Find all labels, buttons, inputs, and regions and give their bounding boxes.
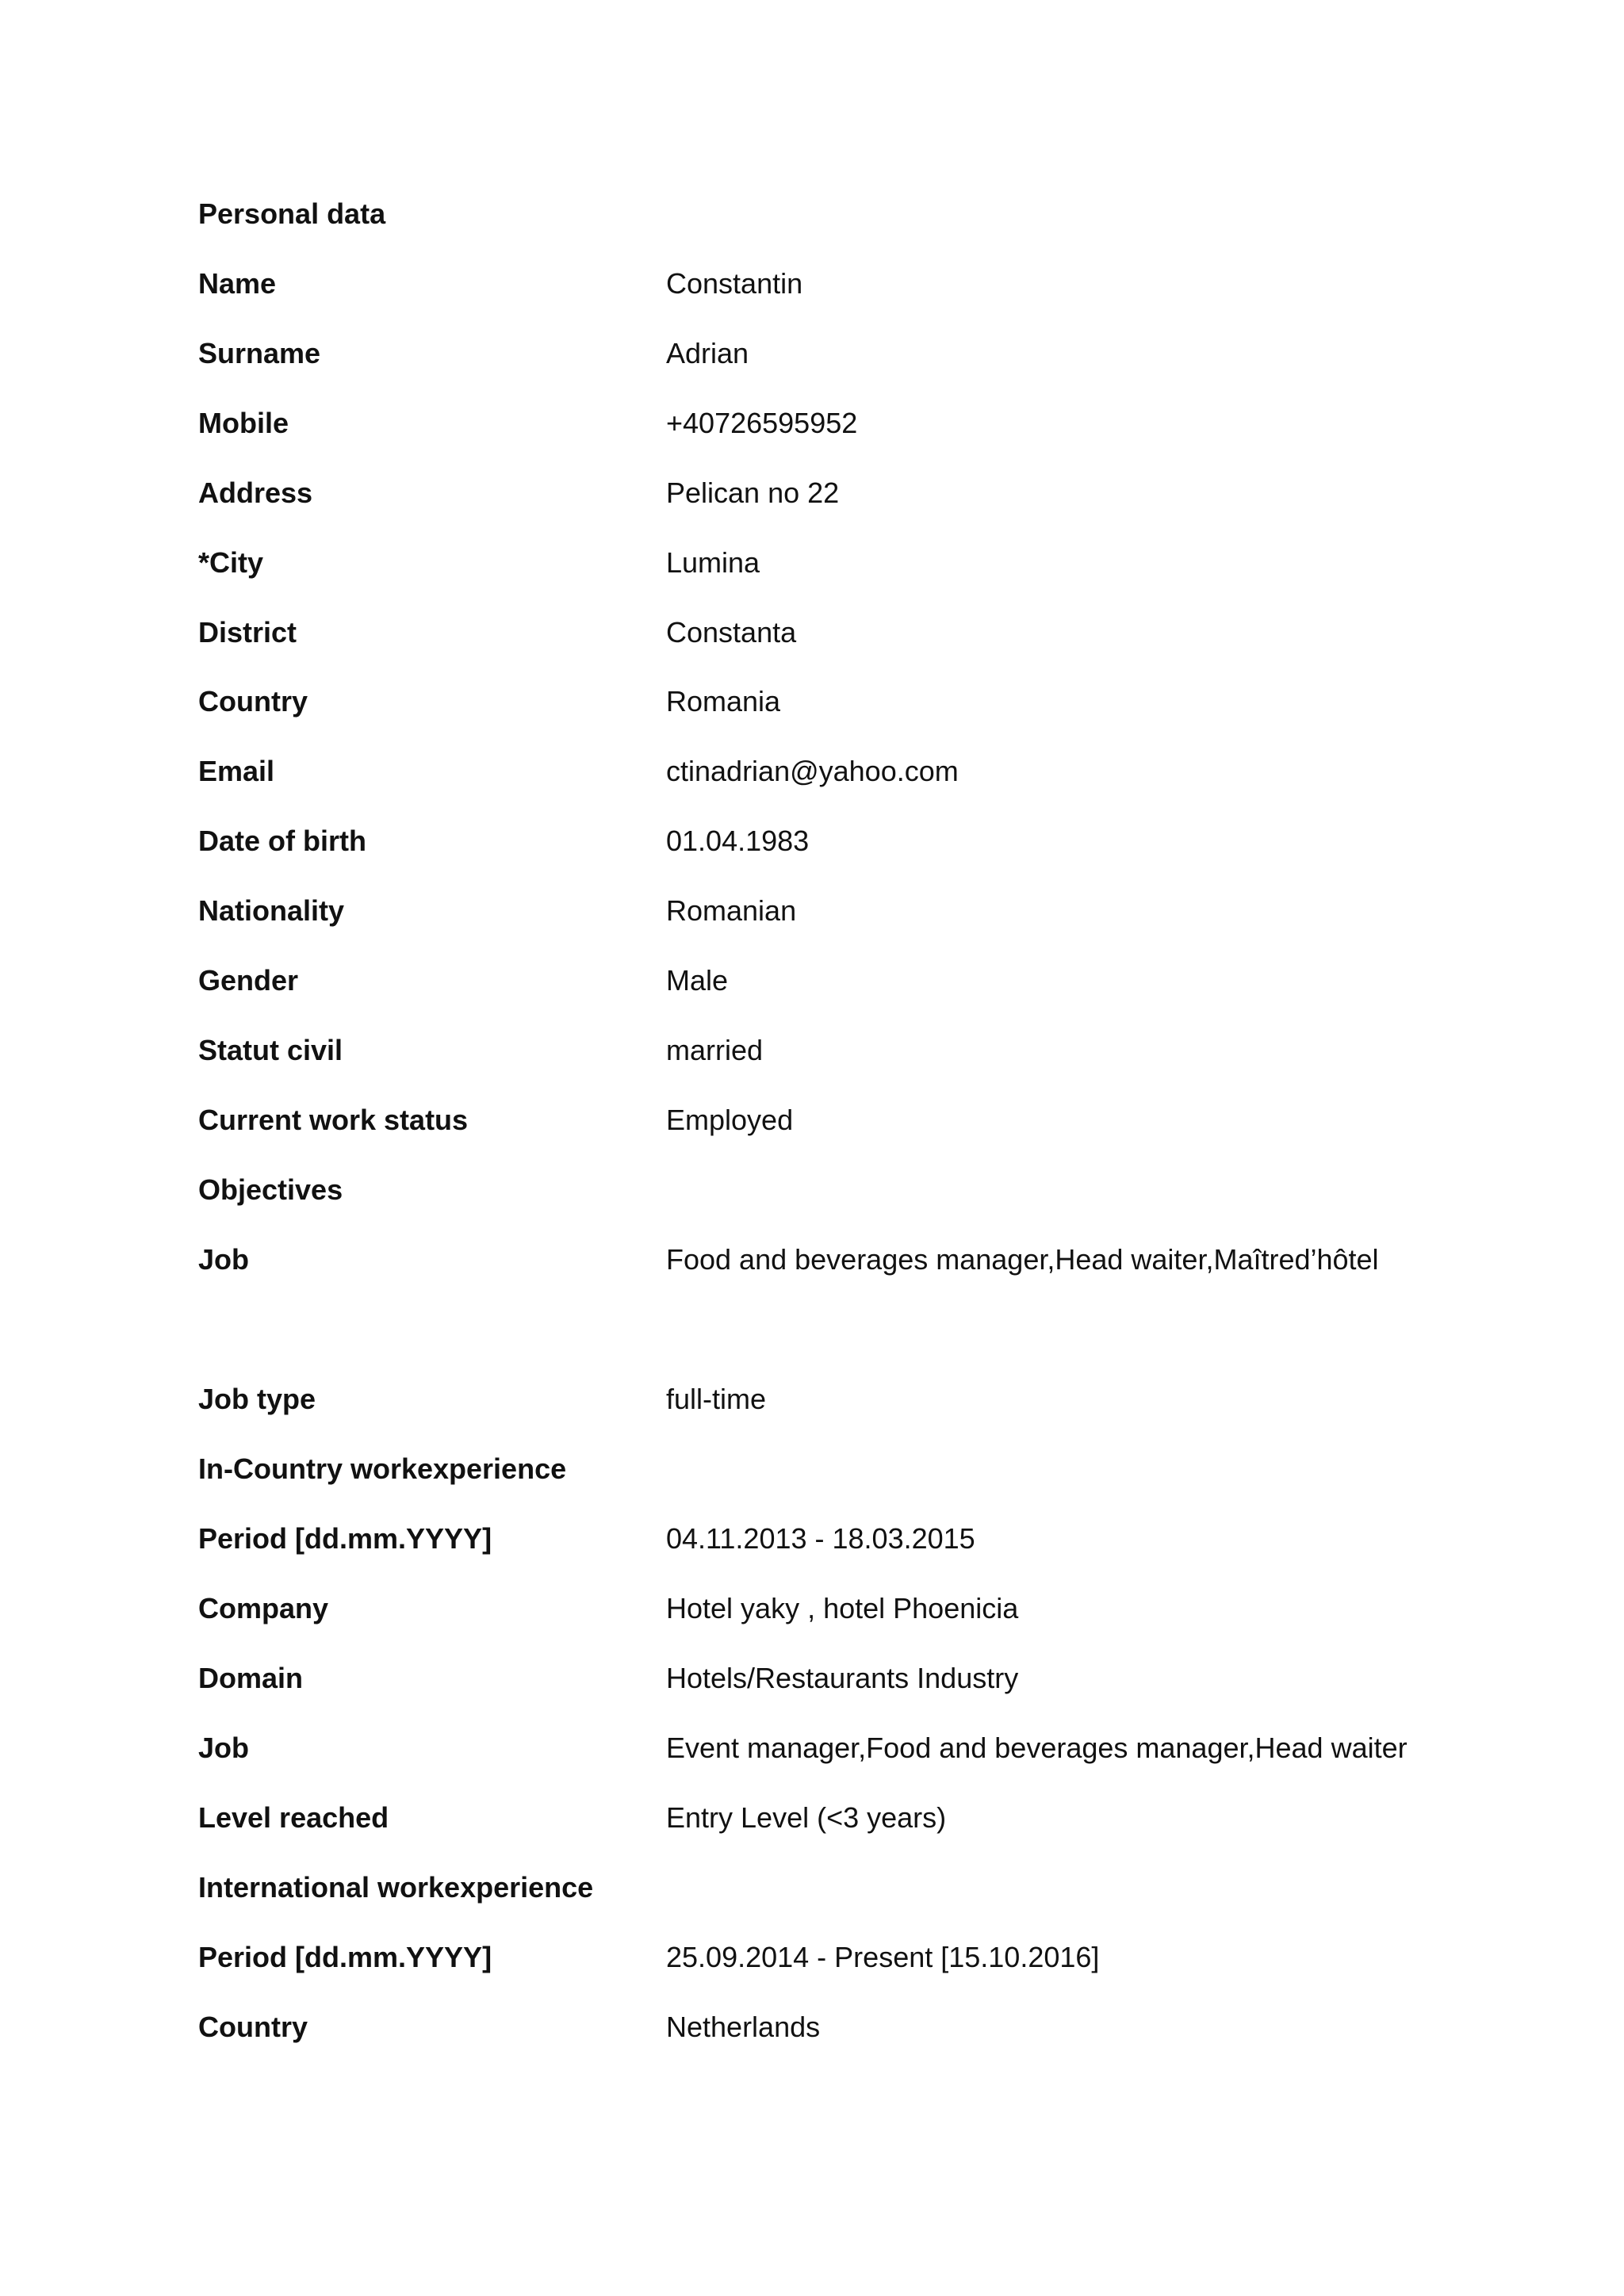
field-row-email — [198, 754, 1546, 802]
field-row-period-international — [198, 1940, 1546, 1988]
section-label: Personal data — [198, 197, 386, 230]
field-row-job-type — [198, 1382, 1546, 1429]
field-row-surname — [198, 336, 1546, 384]
field-value: Romanian — [666, 894, 797, 927]
field-value: Constanta — [666, 616, 797, 649]
field-value: married — [666, 1034, 764, 1066]
section-heading-international-work-experience — [198, 1870, 1546, 1918]
field-label: District — [198, 616, 297, 649]
field-row-country — [198, 684, 1546, 732]
field-value: Employed — [666, 1104, 794, 1136]
field-label: Address — [198, 476, 313, 509]
section-label: International workexperience — [198, 1871, 594, 1904]
field-label: *City — [198, 546, 264, 579]
field-value: +40726595952 — [666, 407, 858, 439]
field-label: Company — [198, 1592, 329, 1624]
field-value: Lumina — [666, 546, 760, 579]
field-value: Hotel yaky , hotel Phoenicia — [666, 1592, 1019, 1624]
field-row-gender — [198, 963, 1546, 1011]
field-value: Male — [666, 964, 729, 997]
field-label: Name — [198, 267, 277, 300]
field-label: Job — [198, 1732, 250, 1764]
field-value: 04.11.2013 - 18.03.2015 — [666, 1522, 975, 1555]
field-value: Food and beverages manager,Head waiter,Maîtred’hôtel — [666, 1243, 1379, 1276]
field-row-name — [198, 266, 1546, 314]
field-value: Entry Level (<3 years) — [666, 1801, 947, 1834]
field-row-district — [198, 615, 1546, 663]
section-label: In-Country workexperience — [198, 1452, 567, 1485]
field-label: Date of birth — [198, 825, 366, 857]
field-label: Current work status — [198, 1104, 469, 1136]
field-label: Mobile — [198, 407, 289, 439]
field-row-job-experience — [198, 1731, 1546, 1778]
field-value: Adrian — [666, 337, 749, 369]
field-value: 01.04.1983 — [666, 825, 810, 857]
field-label: Surname — [198, 337, 321, 369]
section-heading-personal-data — [198, 197, 1546, 244]
field-value: Netherlands — [666, 2011, 821, 2043]
field-label: Nationality — [198, 894, 345, 927]
field-value: Hotels/Restaurants Industry — [666, 1662, 1019, 1694]
field-value: Constantin — [666, 267, 803, 300]
field-label: Job — [198, 1243, 250, 1276]
field-label: Period [dd.mm.YYYY] — [198, 1941, 492, 1973]
field-row-country-international — [198, 2010, 1546, 2057]
section-heading-in-country-work-experience — [198, 1452, 1546, 1499]
field-value: full-time — [666, 1383, 767, 1415]
field-value: Pelican no 22 — [666, 476, 840, 509]
field-label: Country — [198, 685, 308, 718]
field-value: ctinadrian@yahoo.com — [666, 755, 959, 787]
field-row-mobile — [198, 406, 1546, 453]
field-row-domain — [198, 1661, 1546, 1709]
section-heading-objectives — [198, 1173, 1546, 1220]
field-label: Job type — [198, 1383, 316, 1415]
field-row-date-of-birth — [198, 824, 1546, 871]
field-label: Gender — [198, 964, 299, 997]
field-label: Period [dd.mm.YYYY] — [198, 1522, 492, 1555]
field-value: Romania — [666, 685, 781, 718]
field-label: Level reached — [198, 1801, 389, 1834]
field-row-city — [198, 545, 1546, 593]
field-label: Domain — [198, 1662, 304, 1694]
field-row-statut-civil — [198, 1033, 1546, 1081]
field-value: Event manager,Food and beverages manager,Head waiter — [666, 1732, 1408, 1764]
field-label: Country — [198, 2011, 308, 2043]
section-label: Objectives — [198, 1173, 343, 1206]
field-label: Email — [198, 755, 275, 787]
field-label: Statut civil — [198, 1034, 343, 1066]
field-row-address — [198, 476, 1546, 523]
field-row-period — [198, 1521, 1546, 1569]
field-value: 25.09.2014 - Present [15.10.2016] — [666, 1941, 1100, 1973]
field-row-nationality — [198, 894, 1546, 941]
field-row-job — [198, 1242, 1546, 1290]
field-row-company — [198, 1591, 1546, 1639]
field-row-level-reached — [198, 1800, 1546, 1848]
field-row-current-work-status — [198, 1103, 1546, 1150]
